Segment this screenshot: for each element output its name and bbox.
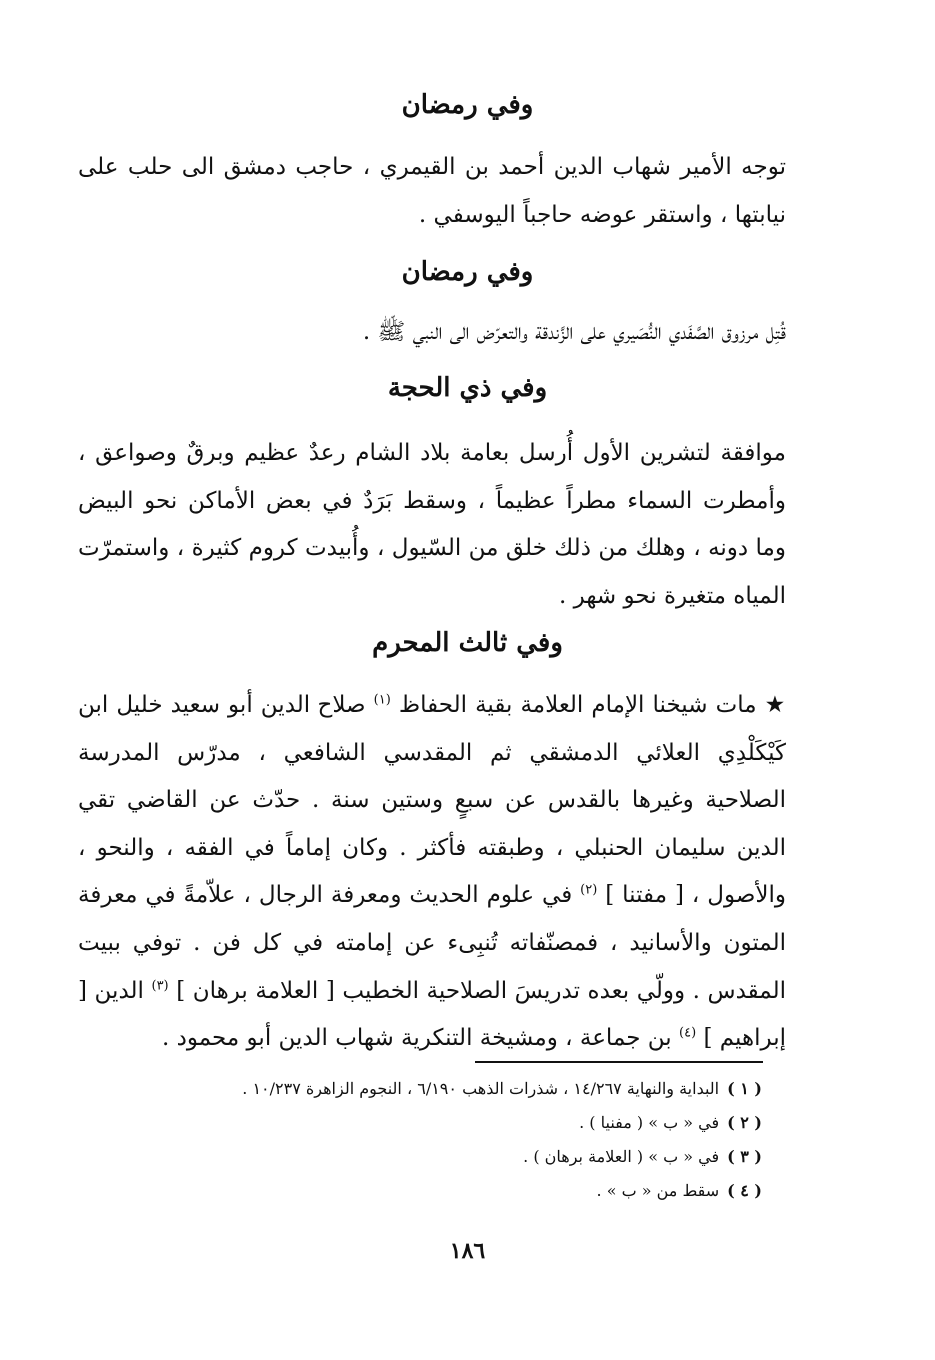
footnote-number: ( ٣ )	[727, 1147, 762, 1166]
star-icon: ★	[764, 692, 786, 718]
footnote-ref-2: (٢)	[580, 882, 598, 898]
footnote-number: ( ٤ )	[727, 1181, 762, 1200]
footnote-text: سقط من « ب » .	[596, 1181, 720, 1200]
section-heading-dhul-hijja: وفي ذي الحجة	[387, 373, 548, 403]
text-run: في علوم الحديث ومعرفة الرجال ، علاّمةً في معرفة المتون والأسانيد ، فمصنّفاته تُنبِىء عن إمامته في كل فن . توفي ببيت المقدس . وولّي بعده تدريسَ الصلاحية الخطيب [ العلامة برهان ]	[78, 882, 787, 1004]
footnote-4	[150, 1174, 762, 1208]
paragraph-obituary	[78, 682, 786, 1063]
paragraph-ramadan-1	[78, 144, 786, 239]
footnote-ref-4: (٤)	[679, 1025, 697, 1041]
footnote-text: في « ب » ( العلامة برهان ) .	[523, 1147, 720, 1166]
paragraph-text	[78, 682, 786, 1063]
footnote-1	[150, 1072, 762, 1106]
paragraph-text: موافقة لتشرين الأول أُرسل بعامة بلاد الشام رعدٌ عظيم وبرقٌ وصواعق ، وأمطرت السماء مطراً عظيماً ، وسقط بَرَدٌ في بعض الأماكن نحو البيض وما دونه ، وهلك من ذلك خلق من السّيول ، وأُبيدت كروم كثيرة ، واستمرّت المياه متغيرة نحو شهر .	[78, 440, 786, 609]
page-number: ١٨٦	[449, 1238, 486, 1264]
section-heading-ramadan-1: وفي رمضان	[401, 90, 534, 120]
text-run: بن جماعة ، ومشيخة التنكرية شهاب الدين أبو محمود .	[162, 1025, 672, 1052]
footnote-divider	[475, 1061, 763, 1063]
footnote-text: في « ب » ( مفنيا ) .	[579, 1113, 720, 1132]
footnotes	[150, 1072, 762, 1208]
section-heading-ramadan-2: وفي رمضان	[401, 257, 534, 287]
footnote-text: البداية والنهاية ١٤/٢٦٧ ، شذرات الذهب ٦/١٩٠ ، النجوم الزاهرة ١٠/٢٣٧ .	[242, 1079, 720, 1098]
text-run: مات شيخنا الإمام العلامة بقية الحفاظ	[398, 692, 757, 718]
paragraph-ramadan-2	[78, 309, 786, 357]
footnote-3	[150, 1140, 762, 1174]
paragraph-text: توجه الأمير شهاب الدين أحمد بن القيمري ، حاجب دمشق الى حلب على نيابتها ، واستقر عوضه حاجباً اليوسفي .	[78, 154, 786, 228]
footnote-ref-3: (٣)	[151, 977, 169, 993]
paragraph-text: قُتِل مرزوق الصَّفَدي النُّصَيري على الزَّندقة والتعرّض الى النبي ﷺ .	[362, 319, 786, 345]
footnote-ref-1: (١)	[373, 692, 391, 708]
footnote-2	[150, 1106, 762, 1140]
section-heading-muharram: وفي ثالث المحرم	[372, 628, 563, 658]
footnote-number: ( ١ )	[727, 1079, 762, 1098]
footnote-number: ( ٢ )	[727, 1113, 762, 1132]
text-run: الدين [ إبراهيم ]	[78, 977, 786, 1052]
text-run: صلاح الدين أبو سعيد خليل ابن كَيْكَلْدِي العلائي الدمشقي ثم المقدسي الشافعي ، مدرّس المدرسة الصلاحية وغيرها بالقدس عن سبعٍ وستين سنة . حدّث عن القاضي تقي الدين سليمان الحنبلي ، وطبقته فأكثر . وكان إماماً في الفقه ، والنحو ، والأصول ، [ مفتنا ]	[78, 692, 786, 909]
paragraph-dhul-hijja	[78, 430, 786, 620]
